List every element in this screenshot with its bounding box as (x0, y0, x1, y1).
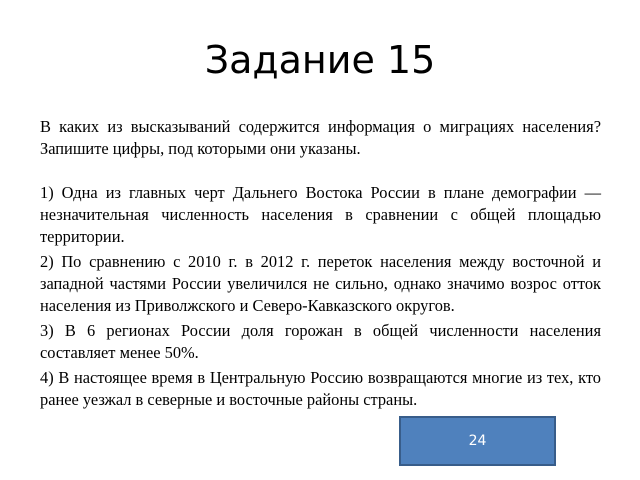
statement-item-1: 1) Одна из главных черт Дальнего Востока России в плане демографии — незначительная численность населения в сравнении с общей площадью территории. (40, 183, 601, 246)
slide-body (40, 116, 601, 414)
page-number: 24 (468, 433, 487, 449)
statement-item-3: 3) В 6 регионах России доля горожан в общей численности населения составляет менее 50%. (40, 321, 601, 362)
statement-item-4: 4) В настоящее время в Центральную Россию возвращаются многие из тех, кто ранее уезжал в северные и восточные районы страны. (40, 368, 601, 409)
page-number-badge (399, 416, 556, 466)
slide-title: Задание 15 (204, 38, 436, 82)
question-text: В каких из высказываний содержится информация о миграциях населения? Запишите цифры, под которыми они указаны. (40, 117, 601, 158)
statement-item-2: 2) По сравнению с 2010 г. в 2012 г. переток населения между восточной и западной частями России увеличился не сильно, однако значимо возрос отток населения из Приволжского и Северо-Кавказского округов. (40, 252, 601, 315)
